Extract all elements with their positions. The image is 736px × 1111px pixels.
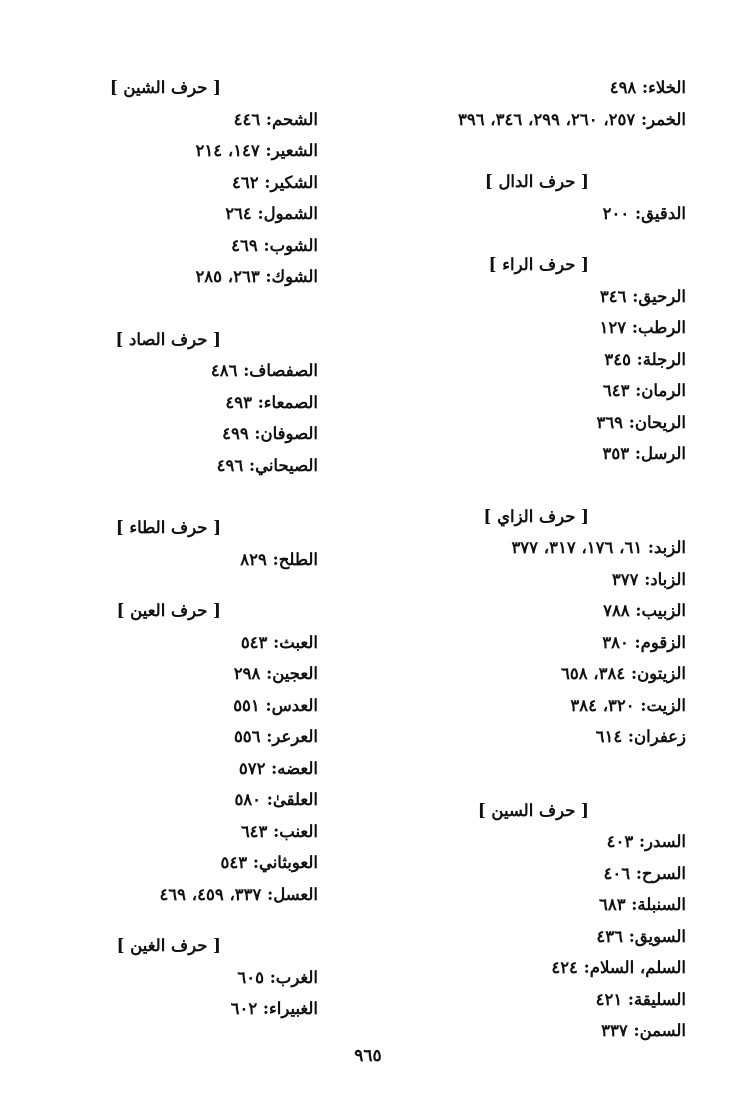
index-entry: الشوب: ٤٦٩ — [231, 235, 318, 255]
index-entry: الزباد: ٣٧٧ — [611, 569, 686, 589]
index-entry: الشعير: ١٤٧، ٢١٤ — [195, 141, 318, 160]
index-entry: العوبثاني: ٥٤٣ — [220, 853, 318, 872]
index-column-left — [18, 72, 318, 1025]
index-entry: الغبيراء: ٦٠٢ — [230, 999, 318, 1018]
index-entry: الخمر: ٢٥٧، ٢٦٠، ٢٩٩، ٣٤٦، ٣٩٦ — [457, 109, 686, 129]
index-entry: الرطب: ١٢٧ — [599, 318, 686, 337]
index-entry: الزيتون: ٣٨٤، ٦٥٨ — [560, 664, 686, 683]
letter-section-heading: [ حرف الشين ] — [109, 78, 221, 97]
index-entry: الخلاء: ٤٩٨ — [609, 78, 686, 97]
index-entry: الشكير: ٤٦٢ — [232, 172, 318, 192]
index-entry: الصوفان: ٤٩٩ — [222, 424, 318, 443]
index-entry: الغرب: ٦٠٥ — [237, 967, 318, 987]
section-gap — [356, 753, 686, 795]
index-entry: زعفران: ٦١٤ — [595, 727, 686, 746]
index-column-right — [356, 72, 686, 1047]
index-entry: الزبد: ٦١، ١٧٦، ٣١٧، ٣٧٧ — [511, 538, 686, 557]
index-entry: العدس: ٥٥١ — [233, 695, 318, 715]
index-entry: السليقة: ٤٢١ — [595, 989, 686, 1009]
letter-section-heading: [ حرف الراء ] — [488, 255, 589, 274]
index-entry: الرسل: ٣٥٣ — [602, 444, 686, 463]
section-gap — [18, 481, 318, 512]
letter-section-heading: [ حرف العين ] — [116, 601, 221, 620]
index-entry: الشحم: ٤٤٦ — [233, 109, 318, 129]
letter-section-heading: [ حرف الدال ] — [484, 172, 589, 191]
index-entry: الرمان: ٦٤٣ — [602, 381, 686, 400]
index-entry: الصمعاء: ٤٩٣ — [225, 392, 318, 412]
index-entry: العلقىٰ: ٥٨٠ — [234, 790, 318, 809]
index-entry: العسل: ٣٣٧، ٤٥٩، ٤٦٩ — [159, 884, 318, 904]
section-gap — [18, 293, 318, 324]
section-gap — [18, 575, 318, 595]
letter-section-heading: [ حرف الغين ] — [116, 936, 221, 955]
index-entry: الريحان: ٣٦٩ — [596, 412, 686, 432]
section-gap — [356, 229, 686, 249]
index-entry: الزيت: ٣٢٠، ٣٨٤ — [570, 695, 686, 715]
index-entry: الصيحاني: ٤٩٦ — [216, 455, 318, 475]
index-entry: السنبلة: ٦٨٣ — [598, 895, 686, 914]
index-entry: العرعر: ٥٥٦ — [233, 727, 318, 746]
index-entry: الزقوم: ٣٨٠ — [602, 632, 686, 652]
index-entry: الزبيب: ٧٨٨ — [603, 601, 686, 620]
index-entry: الشوك: ٢٦٣، ٢٨٥ — [195, 267, 318, 286]
index-entry: السمن: ٣٣٧ — [601, 1021, 686, 1040]
index-entry: العنب: ٦٤٣ — [240, 821, 318, 841]
index-entry: السدر: ٤٠٣ — [606, 832, 686, 851]
index-entry: العبث: ٥٤٣ — [240, 632, 318, 652]
index-entry: السرح: ٤٠٦ — [603, 863, 686, 883]
index-entry: الصفصاف: ٤٨٦ — [210, 361, 318, 380]
section-gap — [356, 470, 686, 501]
index-entry: العضه: ٥٧٢ — [238, 758, 318, 778]
index-entry: العجين: ٢٩٨ — [233, 664, 318, 683]
index-entry: الرحيق: ٣٤٦ — [599, 286, 686, 306]
index-entry: الشمول: ٢٦٤ — [225, 204, 318, 223]
index-entry: السلم، السلام: ٤٢٤ — [551, 958, 686, 977]
letter-section-heading: [ حرف الطاء ] — [115, 518, 221, 537]
letter-section-heading: [ حرف الزاي ] — [483, 506, 589, 526]
section-gap — [18, 910, 318, 930]
section-gap — [356, 135, 686, 166]
index-entry: السويق: ٤٣٦ — [596, 926, 686, 946]
letter-section-heading: [ حرف السين ] — [477, 800, 589, 820]
index-entry: الرجلة: ٣٤٥ — [604, 349, 686, 369]
index-entry: الطلح: ٨٢٩ — [240, 549, 318, 569]
letter-section-heading: [ حرف الصاد ] — [115, 329, 221, 349]
index-entry: الدقيق: ٢٠٠ — [602, 203, 686, 223]
page-number: ٩٦٥ — [354, 1046, 382, 1066]
